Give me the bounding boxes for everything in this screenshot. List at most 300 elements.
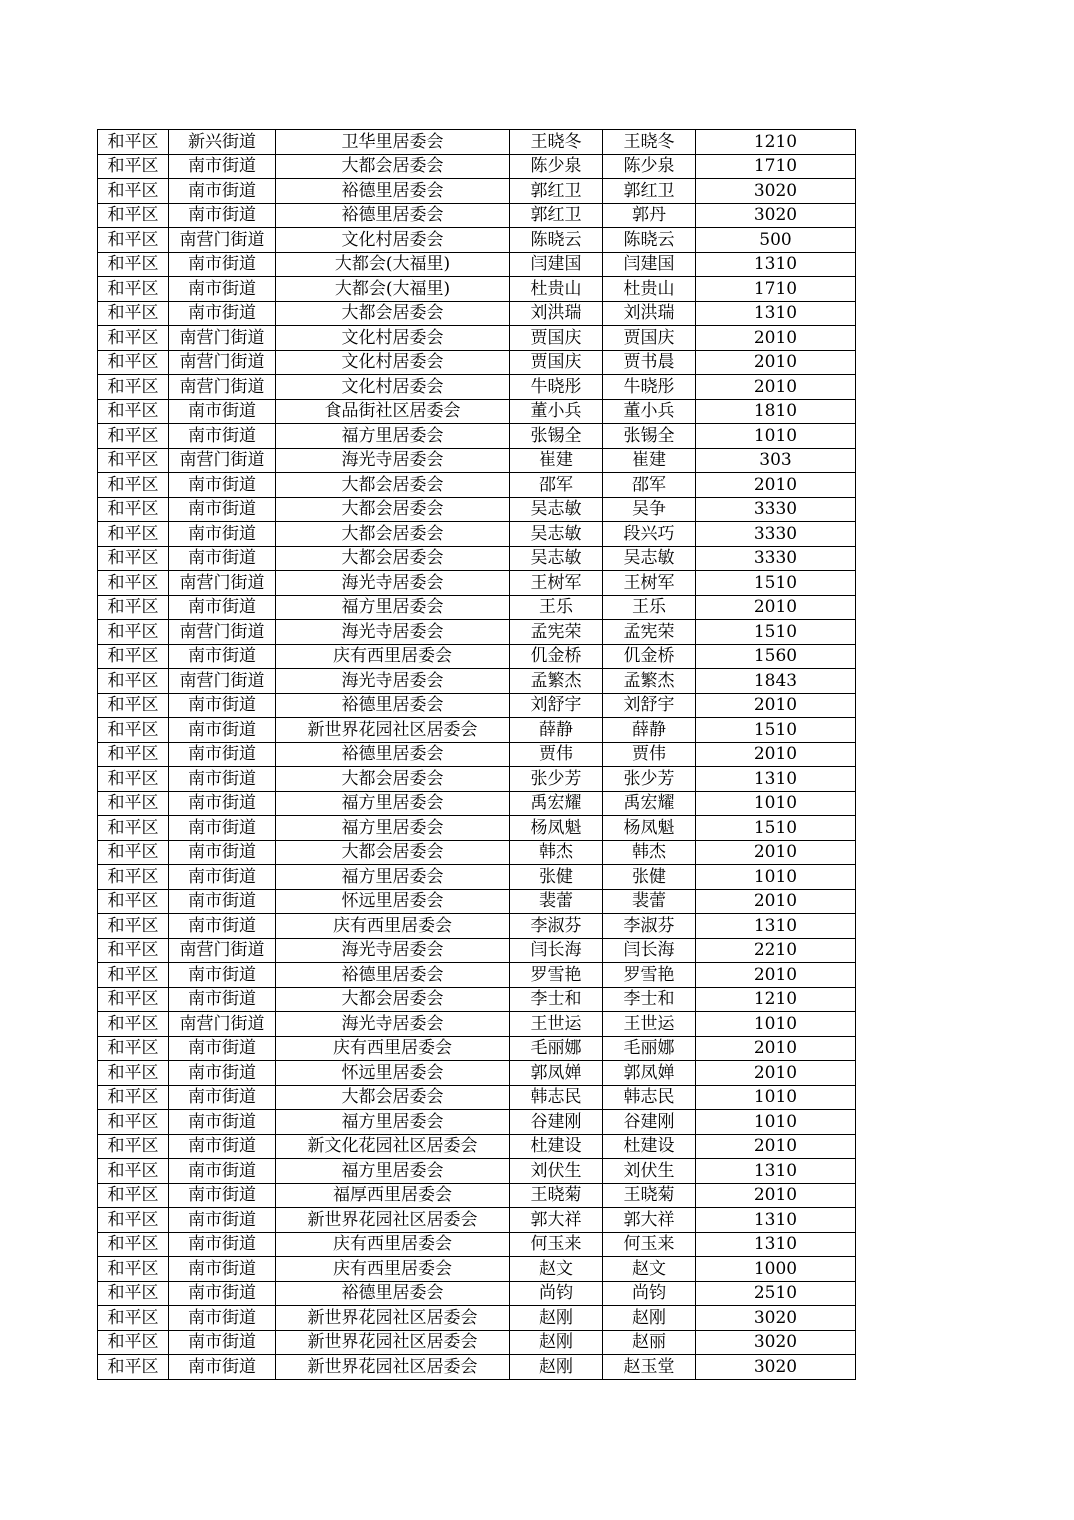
district-cell: 和平区	[98, 1183, 169, 1208]
amount-cell: 3330	[696, 546, 856, 571]
district-cell: 和平区	[98, 1232, 169, 1257]
district-cell: 和平区	[98, 203, 169, 228]
applicant-cell: 贾伟	[510, 742, 603, 767]
amount-cell: 1010	[696, 424, 856, 449]
table-row	[98, 571, 856, 596]
table-row	[98, 987, 856, 1012]
applicant-cell: 张锡全	[510, 424, 603, 449]
amount-cell: 1310	[696, 301, 856, 326]
amount-cell: 3020	[696, 1355, 856, 1380]
street-cell: 南市街道	[169, 1159, 276, 1184]
applicant-cell: 王晓冬	[510, 130, 603, 155]
district-cell: 和平区	[98, 1355, 169, 1380]
member-cell: 杨凤魁	[603, 816, 696, 841]
street-cell: 南市街道	[169, 473, 276, 498]
committee-cell: 大都会居委会	[276, 840, 510, 865]
member-cell: 刘伏生	[603, 1159, 696, 1184]
amount-cell: 1510	[696, 816, 856, 841]
amount-cell: 3330	[696, 497, 856, 522]
applicant-cell: 张健	[510, 865, 603, 890]
member-cell: 孟宪荣	[603, 620, 696, 645]
amount-cell: 1310	[696, 252, 856, 277]
table-row	[98, 644, 856, 669]
street-cell: 南市街道	[169, 595, 276, 620]
district-cell: 和平区	[98, 938, 169, 963]
table-row	[98, 1208, 856, 1233]
applicant-cell: 李士和	[510, 987, 603, 1012]
committee-cell: 裕德里居委会	[276, 1281, 510, 1306]
table-row	[98, 179, 856, 204]
amount-cell: 1710	[696, 154, 856, 179]
applicant-cell: 韩杰	[510, 840, 603, 865]
table-row	[98, 448, 856, 473]
amount-cell: 1560	[696, 644, 856, 669]
member-cell: 仉金桥	[603, 644, 696, 669]
street-cell: 南市街道	[169, 742, 276, 767]
street-cell: 南市街道	[169, 840, 276, 865]
member-cell: 张少芳	[603, 767, 696, 792]
street-cell: 南市街道	[169, 963, 276, 988]
committee-cell: 新文化花园社区居委会	[276, 1134, 510, 1159]
amount-cell: 1210	[696, 987, 856, 1012]
member-cell: 李淑芬	[603, 914, 696, 939]
amount-cell: 2010	[696, 595, 856, 620]
amount-cell: 1510	[696, 718, 856, 743]
street-cell: 南市街道	[169, 1208, 276, 1233]
committee-cell: 新世界花园社区居委会	[276, 718, 510, 743]
applicant-cell: 赵刚	[510, 1355, 603, 1380]
committee-cell: 大都会(大福里)	[276, 252, 510, 277]
amount-cell: 1810	[696, 399, 856, 424]
applicant-cell: 贾国庆	[510, 350, 603, 375]
committee-cell: 庆有西里居委会	[276, 1036, 510, 1061]
member-cell: 郭红卫	[603, 179, 696, 204]
member-cell: 赵玉堂	[603, 1355, 696, 1380]
table-row	[98, 1085, 856, 1110]
applicant-cell: 孟繁杰	[510, 669, 603, 694]
committee-cell: 庆有西里居委会	[276, 914, 510, 939]
street-cell: 南营门街道	[169, 571, 276, 596]
amount-cell: 3020	[696, 203, 856, 228]
amount-cell: 1010	[696, 1110, 856, 1135]
member-cell: 郭凤婵	[603, 1061, 696, 1086]
district-cell: 和平区	[98, 179, 169, 204]
street-cell: 南市街道	[169, 1330, 276, 1355]
table-row	[98, 620, 856, 645]
member-cell: 杜建设	[603, 1134, 696, 1159]
applicant-cell: 董小兵	[510, 399, 603, 424]
district-cell: 和平区	[98, 473, 169, 498]
street-cell: 南市街道	[169, 718, 276, 743]
member-cell: 崔建	[603, 448, 696, 473]
street-cell: 南市街道	[169, 1061, 276, 1086]
committee-cell: 海光寺居委会	[276, 620, 510, 645]
applicant-cell: 张少芳	[510, 767, 603, 792]
district-cell: 和平区	[98, 1085, 169, 1110]
district-cell: 和平区	[98, 1036, 169, 1061]
applicant-cell: 仉金桥	[510, 644, 603, 669]
member-cell: 谷建刚	[603, 1110, 696, 1135]
district-cell: 和平区	[98, 767, 169, 792]
district-cell: 和平区	[98, 1110, 169, 1135]
applicant-cell: 邵军	[510, 473, 603, 498]
table-row	[98, 1257, 856, 1282]
table-row	[98, 228, 856, 253]
member-cell: 张健	[603, 865, 696, 890]
member-cell: 闫建国	[603, 252, 696, 277]
table-row	[98, 718, 856, 743]
table-row	[98, 1110, 856, 1135]
table-row	[98, 669, 856, 694]
district-cell: 和平区	[98, 350, 169, 375]
amount-cell: 1000	[696, 1257, 856, 1282]
committee-cell: 新世界花园社区居委会	[276, 1306, 510, 1331]
committee-cell: 大都会居委会	[276, 154, 510, 179]
district-cell: 和平区	[98, 620, 169, 645]
table-row	[98, 693, 856, 718]
street-cell: 南市街道	[169, 865, 276, 890]
committee-cell: 海光寺居委会	[276, 571, 510, 596]
amount-cell: 2510	[696, 1281, 856, 1306]
amount-cell: 3020	[696, 1330, 856, 1355]
district-cell: 和平区	[98, 522, 169, 547]
table-row	[98, 350, 856, 375]
district-cell: 和平区	[98, 228, 169, 253]
applicant-cell: 陈少泉	[510, 154, 603, 179]
district-cell: 和平区	[98, 840, 169, 865]
member-cell: 陈少泉	[603, 154, 696, 179]
amount-cell: 2010	[696, 840, 856, 865]
district-cell: 和平区	[98, 644, 169, 669]
applicant-cell: 王世运	[510, 1012, 603, 1037]
applicant-cell: 郭红卫	[510, 179, 603, 204]
district-cell: 和平区	[98, 987, 169, 1012]
amount-cell: 3330	[696, 522, 856, 547]
table-row	[98, 497, 856, 522]
amount-cell: 1510	[696, 620, 856, 645]
member-cell: 刘洪瑞	[603, 301, 696, 326]
district-cell: 和平区	[98, 154, 169, 179]
street-cell: 南市街道	[169, 1306, 276, 1331]
member-cell: 王晓菊	[603, 1183, 696, 1208]
district-cell: 和平区	[98, 718, 169, 743]
member-cell: 罗雪艳	[603, 963, 696, 988]
committee-cell: 海光寺居委会	[276, 1012, 510, 1037]
district-cell: 和平区	[98, 595, 169, 620]
table-body	[98, 130, 856, 1380]
applicant-cell: 陈晓云	[510, 228, 603, 253]
amount-cell: 1310	[696, 1232, 856, 1257]
amount-cell: 2010	[696, 1061, 856, 1086]
street-cell: 南营门街道	[169, 375, 276, 400]
committee-cell: 庆有西里居委会	[276, 1232, 510, 1257]
district-cell: 和平区	[98, 399, 169, 424]
street-cell: 南市街道	[169, 522, 276, 547]
applicant-cell: 杜贵山	[510, 277, 603, 302]
committee-cell: 海光寺居委会	[276, 938, 510, 963]
table-row	[98, 914, 856, 939]
applicant-cell: 贾国庆	[510, 326, 603, 351]
member-cell: 王乐	[603, 595, 696, 620]
district-cell: 和平区	[98, 1208, 169, 1233]
applicant-cell: 薛静	[510, 718, 603, 743]
amount-cell: 2010	[696, 473, 856, 498]
committee-cell: 庆有西里居委会	[276, 644, 510, 669]
committee-cell: 庆有西里居委会	[276, 1257, 510, 1282]
district-cell: 和平区	[98, 742, 169, 767]
district-cell: 和平区	[98, 669, 169, 694]
member-cell: 韩志民	[603, 1085, 696, 1110]
committee-cell: 新世界花园社区居委会	[276, 1208, 510, 1233]
committee-cell: 福厚西里居委会	[276, 1183, 510, 1208]
amount-cell: 2010	[696, 1036, 856, 1061]
applicant-cell: 裴蕾	[510, 889, 603, 914]
table-row	[98, 154, 856, 179]
street-cell: 南市街道	[169, 1036, 276, 1061]
street-cell: 南市街道	[169, 252, 276, 277]
applicant-cell: 郭红卫	[510, 203, 603, 228]
committee-cell: 裕德里居委会	[276, 203, 510, 228]
district-cell: 和平区	[98, 1257, 169, 1282]
applicant-cell: 杜建设	[510, 1134, 603, 1159]
table-row	[98, 963, 856, 988]
table-row	[98, 840, 856, 865]
committee-cell: 福方里居委会	[276, 816, 510, 841]
amount-cell: 1310	[696, 914, 856, 939]
member-cell: 韩杰	[603, 840, 696, 865]
street-cell: 南营门街道	[169, 620, 276, 645]
applicant-cell: 王树军	[510, 571, 603, 596]
table-row	[98, 326, 856, 351]
table-row	[98, 1159, 856, 1184]
district-cell: 和平区	[98, 448, 169, 473]
applicant-cell: 韩志民	[510, 1085, 603, 1110]
committee-cell: 海光寺居委会	[276, 448, 510, 473]
table-row	[98, 277, 856, 302]
amount-cell: 3020	[696, 179, 856, 204]
member-cell: 吴志敏	[603, 546, 696, 571]
district-cell: 和平区	[98, 130, 169, 155]
street-cell: 南市街道	[169, 1085, 276, 1110]
table-row	[98, 399, 856, 424]
street-cell: 南营门街道	[169, 326, 276, 351]
table-row	[98, 767, 856, 792]
district-cell: 和平区	[98, 424, 169, 449]
applicant-cell: 刘舒宇	[510, 693, 603, 718]
amount-cell: 2010	[696, 1134, 856, 1159]
table-row	[98, 473, 856, 498]
amount-cell: 1310	[696, 767, 856, 792]
table-row	[98, 865, 856, 890]
committee-cell: 大都会居委会	[276, 546, 510, 571]
street-cell: 南市街道	[169, 914, 276, 939]
table-row	[98, 301, 856, 326]
district-cell: 和平区	[98, 1330, 169, 1355]
street-cell: 南市街道	[169, 203, 276, 228]
committee-cell: 新世界花园社区居委会	[276, 1355, 510, 1380]
district-cell: 和平区	[98, 277, 169, 302]
street-cell: 南市街道	[169, 399, 276, 424]
table-row	[98, 375, 856, 400]
committee-cell: 大都会居委会	[276, 473, 510, 498]
district-cell: 和平区	[98, 1061, 169, 1086]
district-cell: 和平区	[98, 791, 169, 816]
amount-cell: 1010	[696, 865, 856, 890]
applicant-cell: 刘伏生	[510, 1159, 603, 1184]
amount-cell: 2010	[696, 350, 856, 375]
member-cell: 裴蕾	[603, 889, 696, 914]
amount-cell: 1010	[696, 791, 856, 816]
committee-cell: 海光寺居委会	[276, 669, 510, 694]
committee-cell: 新世界花园社区居委会	[276, 1330, 510, 1355]
district-cell: 和平区	[98, 1159, 169, 1184]
amount-cell: 2010	[696, 889, 856, 914]
member-cell: 刘舒宇	[603, 693, 696, 718]
table-row	[98, 252, 856, 277]
committee-cell: 福方里居委会	[276, 1110, 510, 1135]
committee-cell: 怀远里居委会	[276, 1061, 510, 1086]
amount-cell: 500	[696, 228, 856, 253]
committee-cell: 怀远里居委会	[276, 889, 510, 914]
applicant-cell: 孟宪荣	[510, 620, 603, 645]
amount-cell: 2010	[696, 693, 856, 718]
applicant-cell: 王乐	[510, 595, 603, 620]
amount-cell: 1843	[696, 669, 856, 694]
amount-cell: 1210	[696, 130, 856, 155]
district-cell: 和平区	[98, 1306, 169, 1331]
table-row	[98, 424, 856, 449]
applicant-cell: 罗雪艳	[510, 963, 603, 988]
table-row	[98, 791, 856, 816]
applicant-cell: 吴志敏	[510, 546, 603, 571]
committee-cell: 食品街社区居委会	[276, 399, 510, 424]
applicant-cell: 谷建刚	[510, 1110, 603, 1135]
committee-cell: 福方里居委会	[276, 1159, 510, 1184]
member-cell: 贾国庆	[603, 326, 696, 351]
street-cell: 南市街道	[169, 987, 276, 1012]
applicant-cell: 赵文	[510, 1257, 603, 1282]
table-row	[98, 1232, 856, 1257]
street-cell: 南市街道	[169, 1355, 276, 1380]
amount-cell: 2010	[696, 742, 856, 767]
amount-cell: 1310	[696, 1208, 856, 1233]
committee-cell: 文化村居委会	[276, 375, 510, 400]
member-cell: 王世运	[603, 1012, 696, 1037]
district-cell: 和平区	[98, 963, 169, 988]
data-table	[97, 129, 856, 1380]
applicant-cell: 王晓菊	[510, 1183, 603, 1208]
district-cell: 和平区	[98, 816, 169, 841]
table-row	[98, 1183, 856, 1208]
street-cell: 南营门街道	[169, 1012, 276, 1037]
street-cell: 南营门街道	[169, 448, 276, 473]
table-row	[98, 1281, 856, 1306]
district-cell: 和平区	[98, 889, 169, 914]
street-cell: 南市街道	[169, 693, 276, 718]
member-cell: 王树军	[603, 571, 696, 596]
committee-cell: 大都会居委会	[276, 301, 510, 326]
amount-cell: 2010	[696, 326, 856, 351]
applicant-cell: 禹宏耀	[510, 791, 603, 816]
street-cell: 南营门街道	[169, 669, 276, 694]
street-cell: 南营门街道	[169, 938, 276, 963]
member-cell: 赵文	[603, 1257, 696, 1282]
table-row	[98, 203, 856, 228]
committee-cell: 福方里居委会	[276, 595, 510, 620]
applicant-cell: 吴志敏	[510, 522, 603, 547]
member-cell: 王晓冬	[603, 130, 696, 155]
table-row	[98, 1330, 856, 1355]
committee-cell: 大都会居委会	[276, 1085, 510, 1110]
street-cell: 南市街道	[169, 179, 276, 204]
member-cell: 邵军	[603, 473, 696, 498]
member-cell: 贾书晨	[603, 350, 696, 375]
member-cell: 郭丹	[603, 203, 696, 228]
street-cell: 南市街道	[169, 424, 276, 449]
committee-cell: 大都会居委会	[276, 987, 510, 1012]
district-cell: 和平区	[98, 497, 169, 522]
amount-cell: 1010	[696, 1085, 856, 1110]
district-cell: 和平区	[98, 375, 169, 400]
member-cell: 董小兵	[603, 399, 696, 424]
member-cell: 赵刚	[603, 1306, 696, 1331]
applicant-cell: 毛丽娜	[510, 1036, 603, 1061]
table-row	[98, 1012, 856, 1037]
table-row	[98, 889, 856, 914]
table-row	[98, 595, 856, 620]
committee-cell: 大都会居委会	[276, 497, 510, 522]
amount-cell: 3020	[696, 1306, 856, 1331]
applicant-cell: 尚钧	[510, 1281, 603, 1306]
applicant-cell: 杨凤魁	[510, 816, 603, 841]
member-cell: 杜贵山	[603, 277, 696, 302]
street-cell: 南市街道	[169, 767, 276, 792]
street-cell: 南市街道	[169, 791, 276, 816]
amount-cell: 1010	[696, 1012, 856, 1037]
member-cell: 尚钧	[603, 1281, 696, 1306]
street-cell: 南市街道	[169, 1183, 276, 1208]
street-cell: 南市街道	[169, 1110, 276, 1135]
member-cell: 禹宏耀	[603, 791, 696, 816]
street-cell: 南市街道	[169, 1134, 276, 1159]
member-cell: 吴争	[603, 497, 696, 522]
street-cell: 南市街道	[169, 154, 276, 179]
street-cell: 南市街道	[169, 277, 276, 302]
table-row	[98, 742, 856, 767]
committee-cell: 裕德里居委会	[276, 742, 510, 767]
committee-cell: 文化村居委会	[276, 326, 510, 351]
street-cell: 南市街道	[169, 816, 276, 841]
table-row	[98, 938, 856, 963]
applicant-cell: 何玉来	[510, 1232, 603, 1257]
committee-cell: 大都会(大福里)	[276, 277, 510, 302]
committee-cell: 裕德里居委会	[276, 693, 510, 718]
member-cell: 贾伟	[603, 742, 696, 767]
table-row	[98, 130, 856, 155]
district-cell: 和平区	[98, 1134, 169, 1159]
district-cell: 和平区	[98, 301, 169, 326]
street-cell: 南市街道	[169, 644, 276, 669]
street-cell: 南市街道	[169, 889, 276, 914]
amount-cell: 1310	[696, 1159, 856, 1184]
member-cell: 李士和	[603, 987, 696, 1012]
street-cell: 南市街道	[169, 497, 276, 522]
committee-cell: 福方里居委会	[276, 424, 510, 449]
member-cell: 闫长海	[603, 938, 696, 963]
street-cell: 新兴街道	[169, 130, 276, 155]
member-cell: 何玉来	[603, 1232, 696, 1257]
street-cell: 南营门街道	[169, 350, 276, 375]
